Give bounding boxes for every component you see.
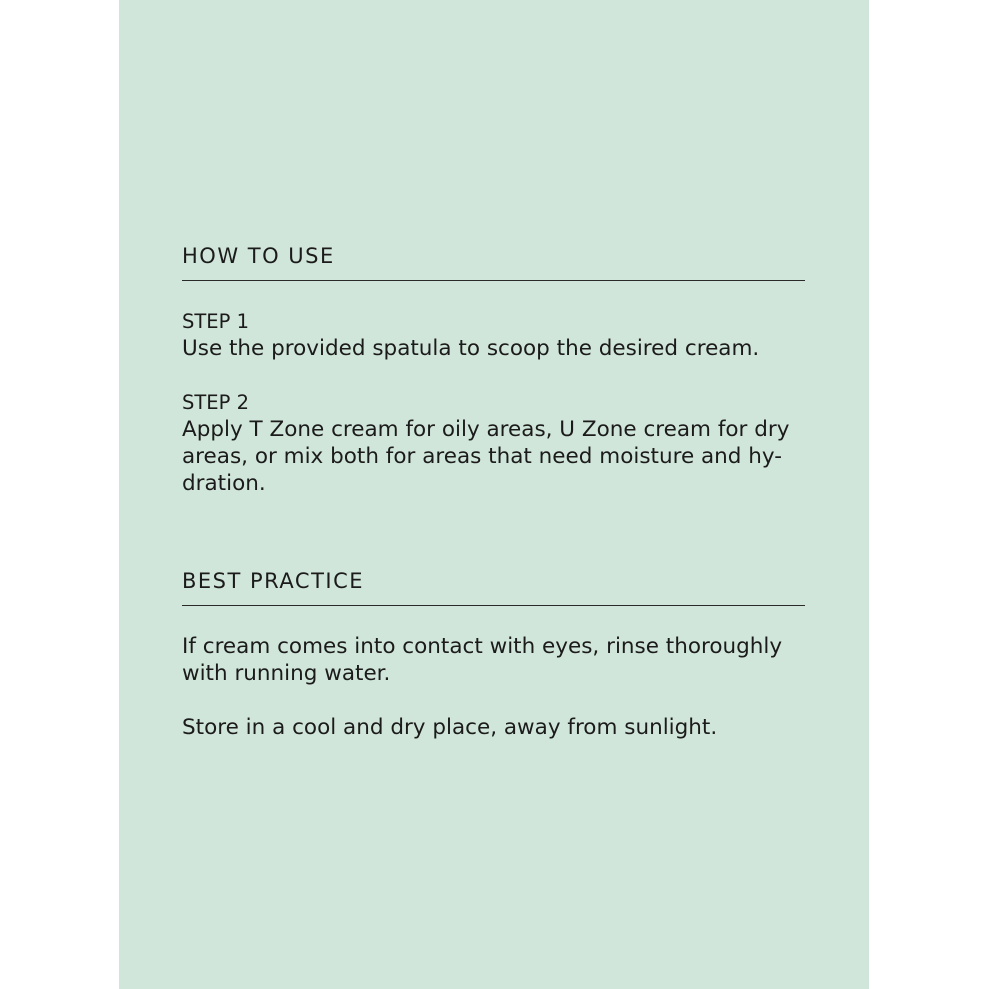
step-1-label: STEP 1 — [182, 310, 249, 333]
best-practice-divider — [182, 605, 805, 606]
best-practice-paragraph-2: Store in a cool and dry place, away from sunlight. — [182, 715, 718, 740]
how-to-use-section — [182, 243, 805, 497]
step-2-label: STEP 2 — [182, 391, 249, 414]
how-to-use-heading: HOW TO USE — [182, 244, 335, 268]
best-practice-paragraph-1: If cream comes into contact with eyes, rinse thoroughly with running water. — [182, 634, 783, 686]
step-2 — [182, 389, 805, 497]
how-to-use-divider — [182, 280, 805, 281]
best-practice-section — [182, 568, 805, 741]
step-1-text: Use the provided spatula to scoop the desired cream. — [182, 336, 760, 361]
step-2-text: Apply T Zone cream for oily areas, U Zone cream for dry areas, or mix both for areas that need moisture and hy- dration. — [182, 417, 790, 496]
best-practice-heading: BEST PRACTICE — [182, 569, 365, 593]
step-1 — [182, 308, 805, 362]
info-panel — [119, 0, 869, 989]
